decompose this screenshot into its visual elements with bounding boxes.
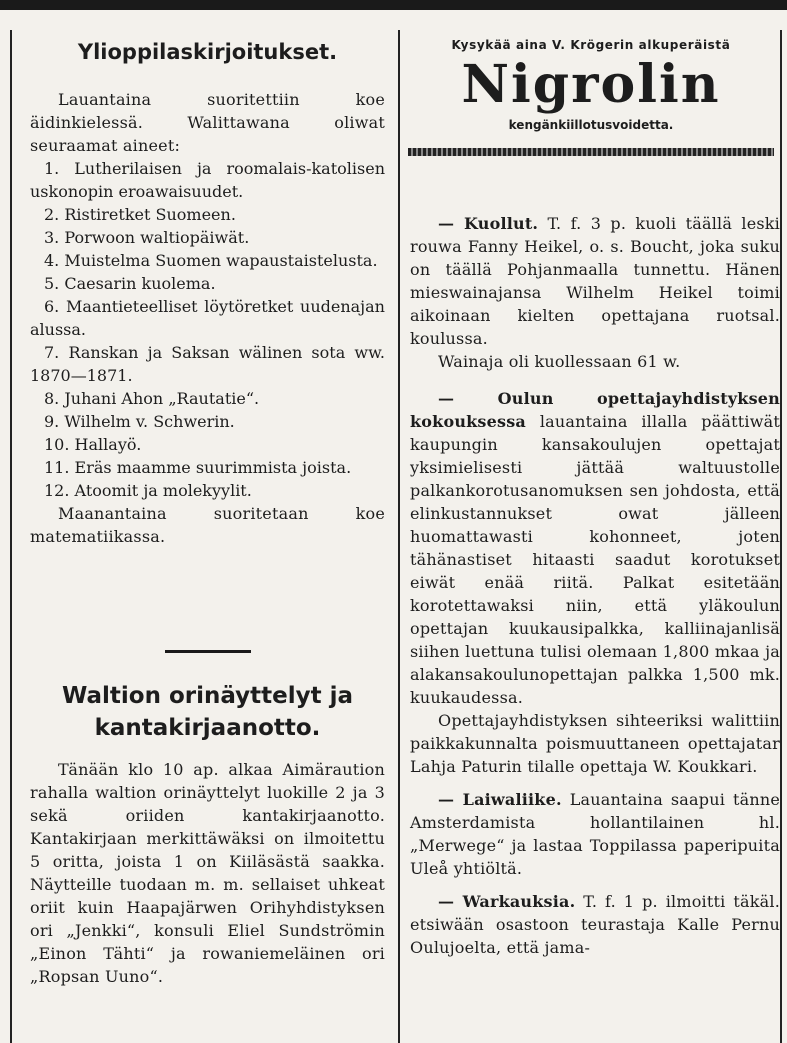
- right-column-rule: [780, 30, 782, 1043]
- ad-bottom-bar: [408, 148, 774, 156]
- article-ylioppilaskirjoitukset: [30, 38, 385, 548]
- ad-subtitle: kengänkiillotusvoidetta.: [508, 118, 674, 132]
- exam-topic-number: 12.: [44, 481, 70, 500]
- ad-top-line: Kysykää aina V. Krögerin alkuperäistä: [451, 38, 731, 52]
- exam-topic-number: 3.: [44, 228, 60, 247]
- exam-topic-number: 2.: [44, 205, 60, 224]
- news-item-warkauksia: [410, 890, 780, 959]
- exam-topic-text: Lutherilaisen ja roomalais-katolisen uskonopin eroawaisuudet.: [30, 159, 385, 201]
- exam-topic-text: Eräs maamme suurimmista joista.: [74, 458, 352, 477]
- exam-topic-text: Porwoon waltiopäiwät.: [64, 228, 250, 247]
- news-item-opettajayhdistys-secretary: Opettajayhdistyksen sihteeriksi walittiin paikkakunnalta poismuuttaneen opettajatar Lahja Paturin tilalle opettaja W. Koukkari.: [410, 711, 780, 776]
- exam-topic-item: [30, 433, 385, 456]
- exam-topic-item: [30, 249, 385, 272]
- exam-topics-list: [30, 157, 385, 502]
- exam-topic-number: 7.: [44, 343, 60, 362]
- news-item-body: T. f. 1 p. ilmoitti täkäl. etsiwään osastoon teurastaja Kalle Pernu Oulujoelta, että jama-: [410, 892, 780, 957]
- exam-topic-item: [30, 157, 385, 203]
- exam-topic-text: Hallayö.: [74, 435, 142, 454]
- exam-topic-text: Muistelma Suomen wapaustaistelusta.: [64, 251, 378, 270]
- exam-topic-text: Atoomit ja molekyylit.: [74, 481, 252, 500]
- news-item-laiwaliike: [410, 788, 780, 880]
- news-item-kuollut-age: Wainaja oli kuollessaan 61 w.: [438, 352, 681, 371]
- news-item-body: lauantaina illalla päättiwät kaupungin kansakoulujen opettajat yksimielisesti jättää waltuustolle palkankorotusanomuksen sen johdosta, että elinkustannukset owat jälleen huomattawasti kohonneet, joten tähänastiset hitaasti saadut korotukset eiwät enää riitä. Palkat esitetään korotettawaksi niin, että yläkoulun opettajan kuukausipalkka, kalliinajanlisä siihen luettuna tulisi olemaan 1,800 mkaa ja alakansakoulunopettajan palkka 1,500 mk. kuukaudessa.: [410, 412, 780, 707]
- exam-topic-item: [30, 295, 385, 341]
- nigrolin-advertisement: [408, 38, 774, 156]
- exam-topic-number: 10.: [44, 435, 70, 454]
- article-outro: Maanantaina suoritetaan koe matematiikassa.: [30, 504, 385, 546]
- exam-topic-item: [30, 341, 385, 387]
- news-item-kuollut: [410, 212, 780, 350]
- exam-topic-number: 4.: [44, 251, 60, 270]
- section-divider: [30, 650, 385, 653]
- article-title-line-1: Waltion orinäyttelyt ja: [61, 683, 354, 709]
- article-title-line-2: kantakirjaanotto.: [94, 715, 321, 741]
- exam-topic-text: Wilhelm v. Schwerin.: [64, 412, 235, 431]
- exam-topic-item: [30, 226, 385, 249]
- exam-topic-text: Caesarin kuolema.: [64, 274, 216, 293]
- exam-topic-text: Ranskan ja Saksan wälinen sota ww. 1870—1871.: [30, 343, 385, 385]
- exam-topic-item: [30, 272, 385, 295]
- article-title: Ylioppilaskirjoitukset.: [77, 40, 338, 64]
- ad-brand-name: Nigrolin: [461, 54, 721, 115]
- news-items: [410, 212, 780, 959]
- article-intro: Lauantaina suoritettiin koe äidinkielessä. Walittawana oliwat seuraamat aineet:: [30, 90, 385, 155]
- exam-topic-number: 1.: [44, 159, 60, 178]
- exam-topic-item: [30, 203, 385, 226]
- exam-topic-number: 6.: [44, 297, 60, 316]
- news-item-body: T. f. 3 p. kuoli täällä leski rouwa Fanny Heikel, o. s. Boucht, joka suku on täällä Pohjanmaalla tunnettu. Hänen mieswainajansa Wilhelm Heikel toimi aikoinaan kielten opettajana ruotsal. koulussa.: [410, 214, 780, 348]
- exam-topic-number: 9.: [44, 412, 60, 431]
- top-border: [0, 0, 787, 10]
- divider-rule: [165, 650, 251, 653]
- news-item-lead: — Oulun opettajayhdistyksen kokouksessa: [410, 389, 780, 431]
- news-item-lead: — Warkauksia.: [438, 892, 576, 911]
- exam-topic-number: 8.: [44, 389, 60, 408]
- exam-topic-number: 5.: [44, 274, 60, 293]
- exam-topic-number: 11.: [44, 458, 70, 477]
- news-item-body: Lauantaina saapui tänne Amsterdamista hollantilainen hl. „Merwege“ ja lastaa Toppilassa paperipuita Uleå yhtiöltä.: [410, 790, 781, 878]
- news-item-lead: — Laiwaliike.: [438, 790, 562, 809]
- exam-topic-item: [30, 456, 385, 479]
- article-body: Tänään klo 10 ap. alkaa Aimäraution rahalla waltion orinäyttelyt luokille 2 ja 3 sekä oriiden kantakirjaanotto. Kantakirjaan merkittäwäksi on ilmoitettu 5 oritta, joista 1 on Kiiläsästä saakka. Näytteille tuodaan m. m. sellaiset uhkeat oriit kuin Haapajärwen Orihyhdistyksen ori „Jenkki“, konsuli Eliel Sundströmin „Einon Tähti“ ja rowaniemeläinen ori „Ropsan Uuno“.: [30, 760, 385, 986]
- exam-topic-item: [30, 410, 385, 433]
- news-item-lead: — Kuollut.: [438, 214, 539, 233]
- exam-topic-text: Ristiretket Suomeen.: [64, 205, 236, 224]
- center-column-rule: [398, 30, 400, 1043]
- news-item-opettajayhdistys: [410, 387, 780, 709]
- exam-topic-text: Juhani Ahon „Rautatie“.: [64, 389, 260, 408]
- exam-topic-item: [30, 387, 385, 410]
- left-column-rule: [10, 30, 12, 1043]
- article-orinayttelyt: [30, 680, 385, 988]
- exam-topic-text: Maantieteelliset löytöretket uudenajan alussa.: [30, 297, 385, 339]
- exam-topic-item: [30, 479, 385, 502]
